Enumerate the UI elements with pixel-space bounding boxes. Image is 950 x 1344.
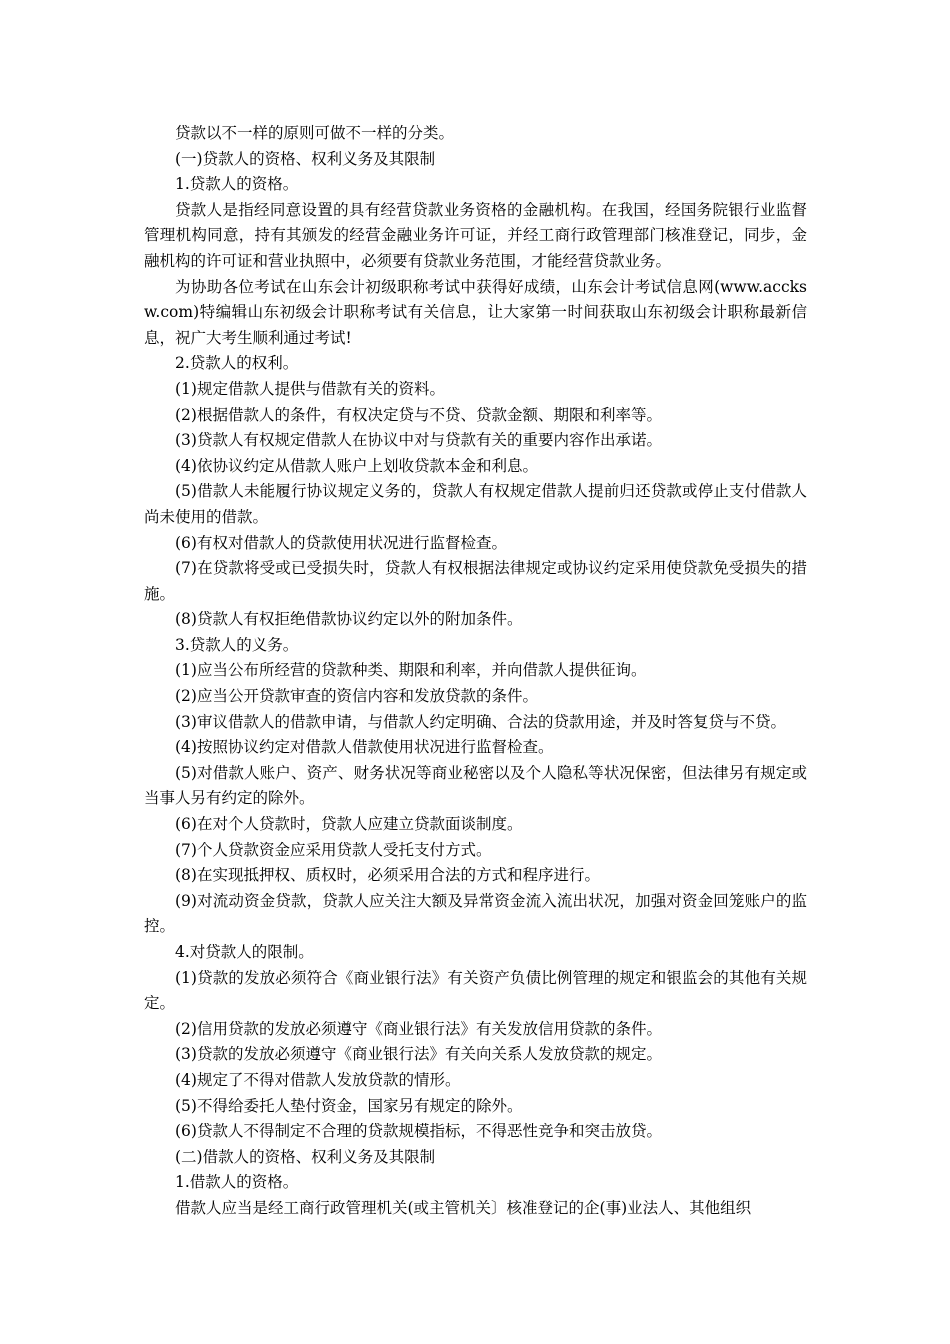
subsection-heading: 1.借款人的资格。 [175, 1173, 299, 1192]
list-item: (7)在贷款将受或已受损失时，贷款人有权根据法律规定或协议约定采用使贷款免受损失的措施。 [144, 559, 807, 603]
list-item: (6)贷款人不得制定不合理的贷款规模指标，不得恶性竞争和突击放贷。 [175, 1122, 662, 1141]
list-item: (3)审议借款人的借款申请，与借款人约定明确、合法的贷款用途，并及时答复贷与不贷。 [175, 712, 786, 731]
list-item: (4)依协议约定从借款人账户上划收贷款本金和利息。 [175, 456, 538, 475]
paragraph: 借款人应当是经工商行政管理机关(或主管机关〕核准登记的企(事)业法人、其他组织 [175, 1198, 752, 1217]
list-item: (7)个人贷款资金应采用贷款人受托支付方式。 [175, 840, 492, 859]
document-body [144, 121, 807, 1222]
list-item: (2)根据借款人的条件，有权决定贷与不贷、贷款金额、期限和利率等。 [175, 405, 662, 424]
paragraph: 贷款以不一样的原则可做不一样的分类。 [175, 124, 455, 142]
list-item: (4)按照协议约定对借款人借款使用状况进行监督检查。 [175, 738, 554, 757]
list-item: (5)不得给委托人垫付资金，国家另有规定的除外。 [175, 1096, 523, 1115]
list-item: (3)贷款的发放必须遵守《商业银行法》有关向关系人发放贷款的规定。 [175, 1045, 662, 1064]
list-item: (8)在实现抵押权、质权时，必须采用合法的方式和程序进行。 [175, 866, 600, 885]
list-item: (6)在对个人贷款时，贷款人应建立贷款面谈制度。 [175, 815, 523, 834]
list-item: (9)对流动资金贷款，贷款人应关注大额及异常资金流入流出状况，加强对资金回笼账户的监控。 [144, 891, 807, 936]
subsection-heading: 3.贷款人的义务。 [175, 635, 299, 654]
subsection-heading: 1.贷款人的资格。 [175, 175, 299, 194]
list-item: (5)借款人未能履行协议规定义务的，贷款人有权规定借款人提前归还贷款或停止支付借款人尚未使用的借款。 [144, 482, 807, 526]
list-item: (2)信用贷款的发放必须遵守《商业银行法》有关发放信用贷款的条件。 [175, 1019, 662, 1038]
paragraph: 为协助各位考试在山东会计初级职称考试中获得好成绩，山东会计考试信息网(www.accksw.com)特编辑山东初级会计职称考试有关信息，让大家第一时间获取山东初级会计职称最新信息，祝广大考生顺利通过考试! [144, 277, 807, 347]
list-item: (2)应当公开贷款审查的资信内容和发放贷款的条件。 [175, 687, 538, 706]
subsection-heading: 4.对贷款人的限制。 [175, 943, 314, 961]
list-item: (4)规定了不得对借款人发放贷款的情形。 [175, 1070, 461, 1089]
list-item: (1)应当公布所经营的贷款种类、期限和利率，并向借款人提供征询。 [175, 661, 647, 680]
list-item: (8)贷款人有权拒绝借款协议约定以外的附加条件。 [175, 610, 523, 629]
subsection-heading: 2.贷款人的权利。 [175, 354, 299, 373]
list-item: (6)有权对借款人的贷款使用状况进行监督检查。 [175, 533, 507, 552]
section-heading: (二)借款人的资格、权利义务及其限制 [175, 1147, 436, 1166]
section-heading: (一)贷款人的资格、权利义务及其限制 [175, 149, 436, 168]
list-item: (3)贷款人有权规定借款人在协议中对与贷款有关的重要内容作出承诺。 [175, 431, 662, 450]
list-item: (1)规定借款人提供与借款有关的资料。 [175, 379, 445, 398]
paragraph: 贷款人是指经同意设置的具有经营贷款业务资格的金融机构。在我国，经国务院银行业监督管理机构同意，持有其颁发的经营金融业务许可证，并经工商行政管理部门核准登记，同步，金融机构的许可证和营业执照中，必须要有贷款业务范围，才能经营贷款业务。 [144, 200, 807, 270]
list-item: (5)对借款人账户、资产、财务状况等商业秘密以及个人隐私等状况保密，但法律另有规定或当事人另有约定的除外。 [144, 763, 807, 808]
list-item: (1)贷款的发放必须符合《商业银行法》有关资产负债比例管理的规定和银监会的其他有关规定。 [144, 968, 807, 1013]
